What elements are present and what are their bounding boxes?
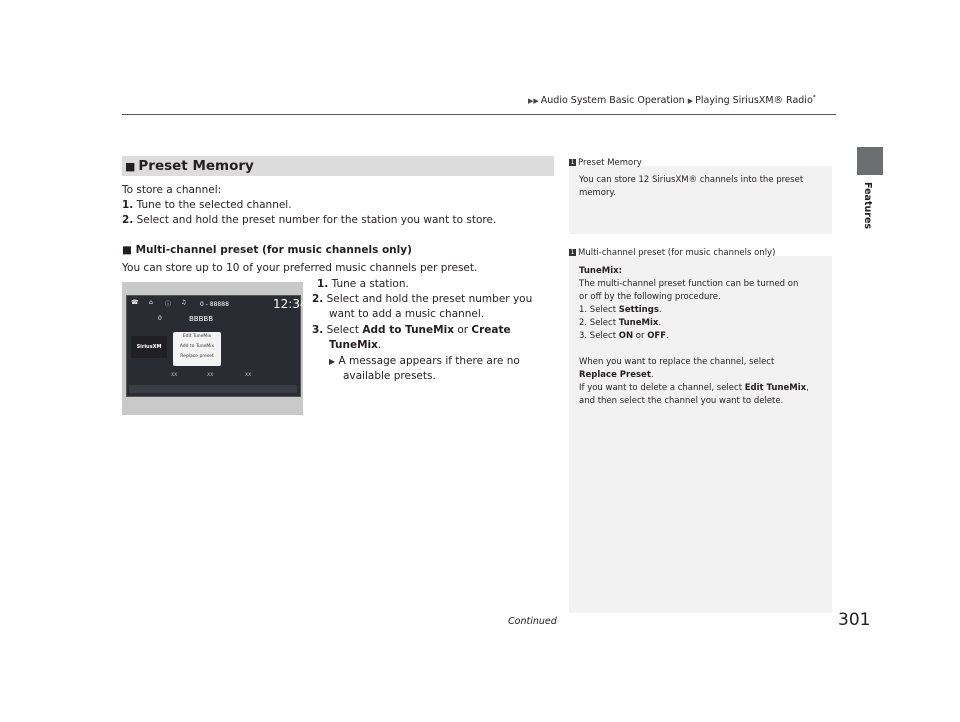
phone-icon: ☎ [131,299,139,306]
subsection-intro: You can store up to 10 of your preferred music channels per preset. [122,262,478,274]
sub-step-3-note: ▶ A message appears if there are no [329,355,520,367]
preset-label: XX [207,373,214,378]
note-number-icon: 1 [570,159,575,166]
footnote-mark: * [812,94,816,101]
info-icon: ⓘ [165,301,172,308]
step-2: 2. Select and hold the preset number for the station you want to store. [122,214,497,226]
section-title: Preset Memory [138,158,254,174]
side-note-text: or off by the following procedure. [579,292,721,302]
square-bullet-icon: ■ [125,160,136,173]
side-note-text: and then select the channel you want to delete. [579,396,784,406]
intro-text: To store a channel: [122,184,222,196]
audio-icon: ♫ [181,299,187,306]
preset-label: XX [245,373,252,378]
sub-step-2: 2. Select and hold the preset number you [312,293,533,305]
side-note-text: memory. [579,188,617,198]
sub-step-3-note-cont: available presets. [343,370,436,382]
channel-name: BBBBB [189,315,214,323]
step-1: 1. Tune to the selected channel. [122,199,292,211]
sub-step-3: 3. Select Add to TuneMix or Create [312,324,511,336]
side-note-heading: 1 Multi-channel preset (for music channels only) [570,248,776,258]
preset-label: XX [171,373,178,378]
sub-step-3-cont: TuneMix. [329,339,382,351]
side-note-heading: 1 Preset Memory [570,158,642,168]
channel-readout: 0 - 88888 [200,301,229,308]
result-arrow-icon: ▶ [329,357,336,366]
preset-row [129,373,297,381]
side-note-title: TuneMix: [579,266,622,276]
sub-step-2-cont: want to add a music channel. [329,308,485,320]
breadcrumb [528,94,816,106]
control-row [129,385,297,393]
section-heading [125,158,254,174]
continued-label: Continued [508,616,557,627]
home-icon: ⌂ [149,299,153,306]
breadcrumb-arrow-icon: ▶▶ [528,97,539,106]
note-number-icon: 1 [570,249,575,256]
side-note-text: The multi-channel preset function can be turned on [579,279,799,289]
side-note-step: 2. Select TuneMix. [579,318,662,328]
square-bullet-icon: ■ [122,244,136,256]
sub-step-1: 1. Tune a station. [317,278,409,290]
breadcrumb-arrow-icon: ▶ [687,97,694,106]
page-number: 301 [838,610,871,630]
subsection-heading: ■ Multi-channel preset (for music channels only) [122,244,412,256]
side-note-text: If you want to delete a channel, select Edit TuneMix, [579,383,809,393]
side-note-step: 1. Select Settings. [579,305,662,315]
popup-item-edit-tunemix: Edit TuneMix [182,334,212,339]
preset-popup-menu [173,332,221,366]
audio-screen-image [122,282,308,415]
chapter-label: Features [862,182,873,230]
screen-display [126,295,308,397]
header-rule [122,114,836,115]
popup-item-add-to-tunemix: Add to TuneMix [179,344,215,349]
side-note-text: Replace Preset. [579,370,654,380]
breadcrumb-item: Playing SiriusXM® Radio [695,95,813,107]
popup-item-replace-preset: Replace preset [180,354,214,359]
channel-number: 0 [158,315,162,322]
clock: 12:34 [273,297,308,311]
breadcrumb-item: Audio System Basic Operation [540,95,685,107]
side-note-text: You can store 12 SiriusXM® channels into the preset [579,175,804,185]
siriusxm-logo: SiriusXM [131,336,167,358]
side-note-step: 3. Select ON or OFF. [579,331,669,341]
chapter-tab [857,147,883,175]
side-note-text: When you want to replace the channel, select [579,357,775,367]
